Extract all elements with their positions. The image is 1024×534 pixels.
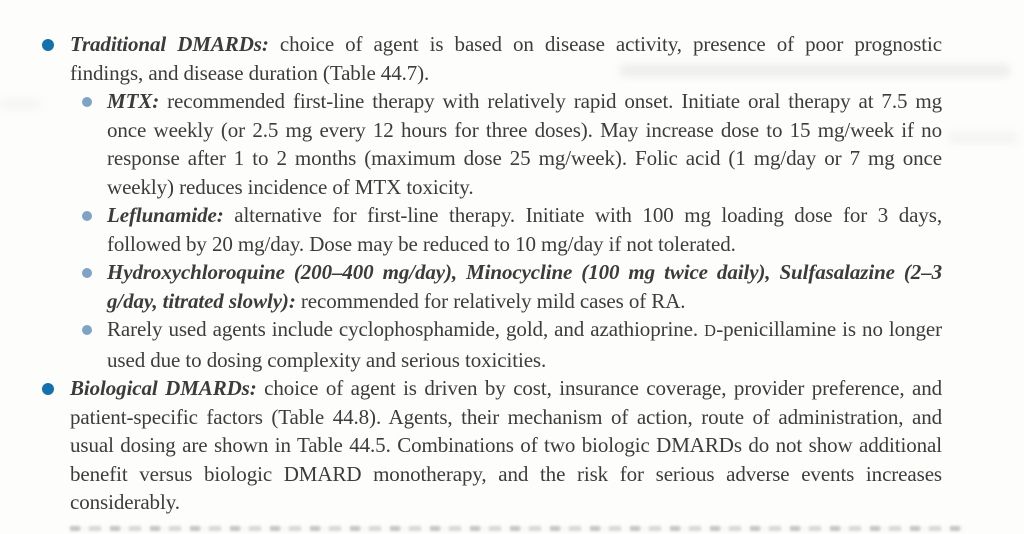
list-item-mtx [82, 87, 942, 201]
item-content [107, 258, 942, 315]
list-item-traditional-dmards [42, 30, 942, 374]
bullet-icon [82, 211, 92, 221]
item-body: Rarely used agents include cyclophosphamide, gold, and azathioprine. [107, 317, 705, 341]
list-item-hydroxychloroquine [82, 258, 942, 315]
bullet-list [42, 30, 942, 517]
item-body: recommended first-line therapy with relatively rapid onset. Initiate oral therapy at 7.5 mg once weekly (or 2.5 mg every 12 hours for three doses). May increase dose to 15 mg/week if no response after 1 to 2 months (maximum dose 25 mg/week). Folic acid (1 mg/day or 7 mg once weekly) reduces incidence of MTX toxicity. [107, 89, 943, 199]
item-body: choice of agent is driven by cost, insurance coverage, provider preference, and patient-specific factors (Table 44.8). Agents, their mechanism of action, route of administration, and usual dosing are shown in Table 44.5. Combinations of two biologic DMARDs do not show additional benefit versus biologic DMARD monotherapy, and the risk for serious adverse events increases considerably. [70, 376, 942, 514]
list-item-leflunamide [82, 201, 942, 258]
item-lead: MTX: [107, 89, 160, 113]
item-content [70, 374, 942, 517]
bullet-icon [42, 39, 54, 51]
item-body: alternative for first-line therapy. Initiate with 100 mg loading dose for 3 days, followed by 20 mg/day. Dose may be reduced to 10 mg/day if not tolerated. [107, 203, 942, 256]
item-content [70, 30, 942, 374]
item-lead: Biological DMARDs: [70, 376, 257, 400]
bullet-icon [82, 268, 92, 278]
item-lead: Hydroxychloroquine (200–400 mg/day), Minocycline (100 mg twice daily), Sulfasalazine (2–3 g/day, titrated slowly): [107, 260, 942, 313]
list-item-biological-dmards [42, 374, 942, 517]
scan-artifact [948, 132, 1018, 144]
scan-artifact [0, 98, 40, 110]
item-content [107, 315, 942, 374]
sub-bullet-list [70, 87, 942, 374]
bullet-icon [82, 325, 92, 335]
item-lead: Traditional DMARDs: [70, 32, 269, 56]
item-content [107, 87, 942, 201]
item-body: -penicillamine is no longer used due to dosing complexity and serious toxicities. [107, 317, 942, 372]
next-line-cutoff-text [70, 526, 964, 531]
item-body: choice of agent is based on disease activity, presence of poor prognostic findings, and disease duration (Table 44.7). [70, 32, 942, 85]
list-item-rarely-used-agents [82, 315, 942, 374]
item-body: recommended for relatively mild cases of RA. [300, 288, 686, 313]
bullet-icon [42, 383, 54, 395]
bullet-icon [82, 97, 92, 107]
item-content [107, 201, 942, 258]
smallcap-letter: D [704, 321, 717, 340]
item-lead: Leflunamide: [107, 203, 224, 227]
